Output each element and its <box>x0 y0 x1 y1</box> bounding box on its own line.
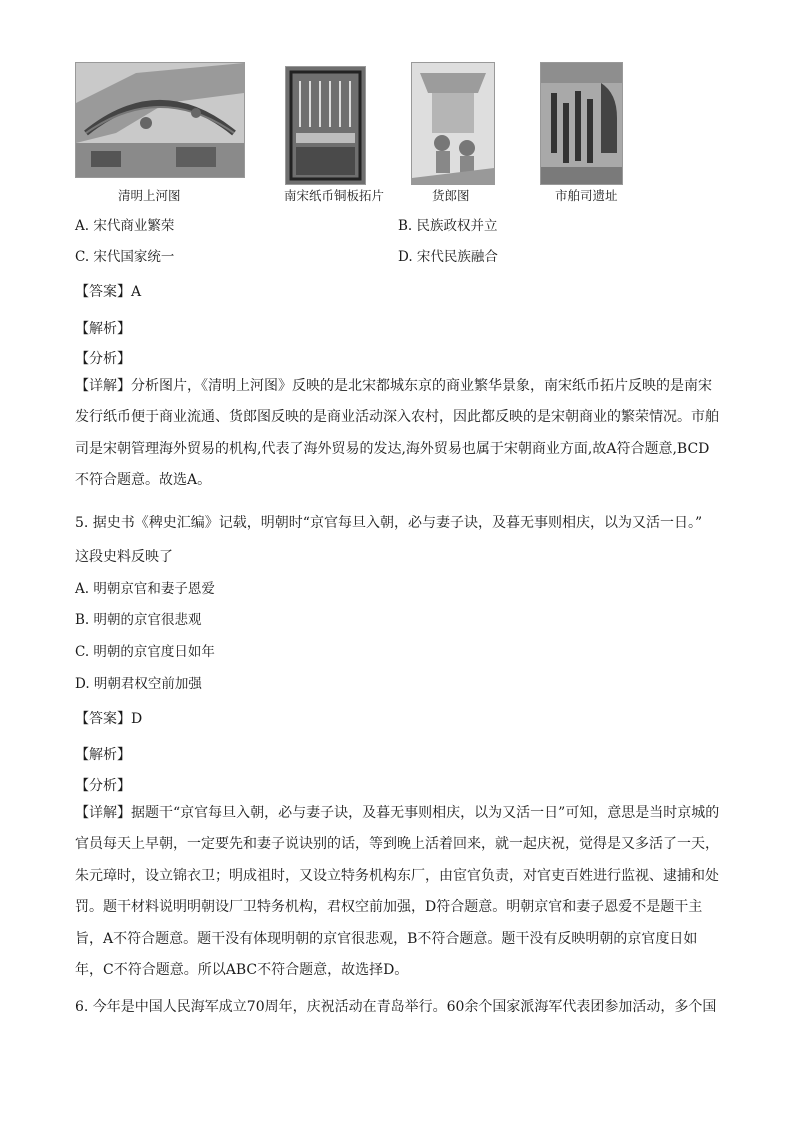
figure-shibosi <box>540 62 623 185</box>
answer-value: D <box>131 711 143 727</box>
q5-option-d: D. 明朝君权空前加强 <box>75 676 202 692</box>
q5-detail <box>75 798 723 986</box>
figure-qingming <box>75 62 245 178</box>
q5-option-a: A. 明朝京官和妻子恩爱 <box>75 581 215 597</box>
q5-option-c: C. 明朝的京官度日如年 <box>75 644 215 660</box>
q5-option-b: B. 明朝的京官很悲观 <box>75 612 202 628</box>
q5-answer <box>75 708 142 728</box>
figure-caption: 市舶司遗址 <box>555 188 618 203</box>
detail-text: 据题干“京官每旦入朝，必与妻子诀，及暮无事则相庆，以为又活一日”可知，意思是当时京城的官员每天上早朝，一定要先和妻子说诀别的话，等到晚上活着回来，就一起庆祝，觉得是又多活了一天，朱元璋时，设立锦衣卫；明成祖时，又设立特务机构东厂，由宦官负责，对官吏百姓进行监视、逮捕和处罚。题干材料说明明朝设厂卫特务机构，君权空前加强，D符合题意。明朝京官和妻子恩爱不是题干主旨，A不符合题意。题干没有体现明朝的京官很悲观，B不符合题意。题干没有反映明朝的京官度日如年，C不符合题意。所以ABC不符合题意，故选择D。 <box>75 805 720 979</box>
detail-label: 【详解】 <box>75 378 131 394</box>
figure-caption: 货郎图 <box>432 188 470 203</box>
q5-stem-line1: 5. 据史书《稗史汇编》记载，明朝时“京官每旦入朝，必与妻子诀，及暮无事则相庆，以为又活一日。” <box>75 515 703 531</box>
q5-fenxi-label: 【分析】 <box>75 778 131 794</box>
huolang-painting-image <box>411 62 495 185</box>
q4-fenxi-label: 【分析】 <box>75 351 131 367</box>
q5-stem-line2: 这段史料反映了 <box>75 549 173 565</box>
q4-option-a: A. 宋代商业繁荣 <box>75 218 175 234</box>
figure-huolang <box>411 62 495 185</box>
detail-label: 【详解】 <box>75 805 131 821</box>
q4-answer <box>75 281 141 301</box>
q4-option-d: D. 宋代民族融合 <box>398 249 498 265</box>
q6-stem-line1: 6. 今年是中国人民海军成立70周年，庆祝活动在青岛举行。60余个国家派海军代表团参加活动，多个国 <box>75 999 717 1015</box>
shibosi-site-image <box>540 62 623 185</box>
qingming-painting-image <box>75 62 245 178</box>
q4-option-b: B. 民族政权并立 <box>398 218 498 234</box>
q5-jiexi-label: 【解析】 <box>75 747 131 763</box>
answer-label: 【答案】 <box>75 711 131 727</box>
figure-caption: 南宋纸币铜板拓片 <box>284 188 385 203</box>
figure-caption: 清明上河图 <box>118 188 181 203</box>
q4-option-c: C. 宋代国家统一 <box>75 249 175 265</box>
q4-jiexi-label: 【解析】 <box>75 321 131 337</box>
paper-money-rubbing-image <box>285 66 366 185</box>
detail-text: 分析图片，《清明上河图》反映的是北宋都城东京的商业繁华景象，南宋纸币拓片反映的是南宋发行纸币便于商业流通、货郎图反映的是商业活动深入农村，因此都反映的是宋朝商业的繁荣情况。市舶司是宋朝管理海外贸易的机构,代表了海外贸易的发达,海外贸易也属于宋朝商业方面,故A符合题意,BCD不符合题意。故选A。 <box>75 378 719 489</box>
q4-detail <box>75 371 723 497</box>
figure-paper-money <box>285 66 366 185</box>
answer-label: 【答案】 <box>75 284 131 300</box>
answer-value: A <box>131 284 142 300</box>
